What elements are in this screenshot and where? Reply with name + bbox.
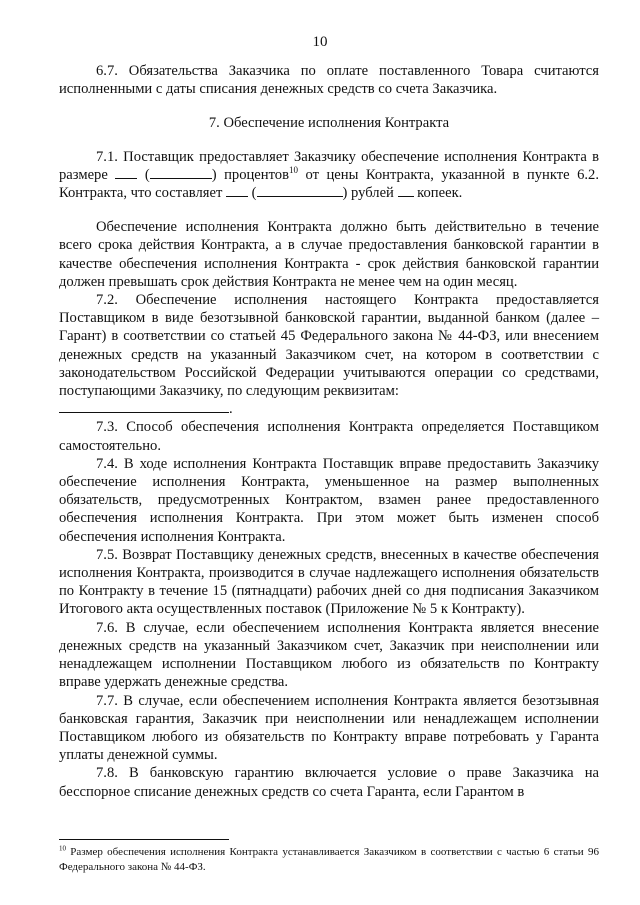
clause-7-7: 7.7. В случае, если обеспечением исполнения Контракта является безотзывная банковская гарантия, Заказчик при неисполнении или ненадлежащем исполнении Поставщиком любого из обязательств по Контракту вправе потребовать у Гаранта уплаты денежной суммы. bbox=[59, 692, 599, 764]
clause-7-6: 7.6. В случае, если обеспечением исполнения Контракта является внесение денежных средств на указанный Заказчиком счет, Заказчик при неисполнении или ненадлежащем исполнении Поставщиком любого из обязательств по Контракту вправе удержать денежные средства. bbox=[59, 619, 599, 691]
footnote bbox=[59, 845, 599, 875]
clause-7-4: 7.4. В ходе исполнения Контракта Поставщик вправе предоставить Заказчику обеспечение исполнения Контракта, уменьшенное на размер выполненных обязательств, предусмотренных Контрактом, взамен ранее предоставленного обеспечения исполнения Контракта. При этом может быть изменен способ обеспечения исполнения Контракта. bbox=[59, 455, 599, 545]
clause-7-1-text-d: от цены Контракта, указанной в пункте 6.2. Контракта, что составляет bbox=[59, 166, 600, 202]
clause-7-1-text-e: ( bbox=[248, 185, 257, 202]
blank-amount-words bbox=[257, 184, 343, 197]
requisites-period: . bbox=[229, 401, 233, 418]
footnote-text: Размер обеспечения исполнения Контракта устанавливается Заказчиком в соответствии с частью 6 статьи 96 Федерального закона № 44-ФЗ. bbox=[59, 846, 599, 873]
blank-requisites bbox=[59, 400, 229, 413]
clause-6-7: 6.7. Обязательства Заказчика по оплате поставленного Товара считаются исполненными с даты списания денежных средств со счета Заказчика. bbox=[59, 63, 599, 98]
footnote-ref: 10 bbox=[288, 164, 298, 175]
blank-kopecks bbox=[398, 184, 414, 197]
clause-7-1-text-a: 7.1. Поставщик предоставляет Заказчику обеспечение исполнения Контракта в размере bbox=[59, 148, 599, 183]
document-body bbox=[59, 62, 599, 801]
clause-7-2-requisites-line bbox=[59, 400, 599, 418]
clause-7-2: 7.2. Обеспечение исполнения настоящего Контракта предоставляется Поставщиком в виде безотзывной банковской гарантии, выданной банком (далее – Гарант) в соответствии со статьей 45 Федерального закона № 44-ФЗ, или внесением денежных средств на указанный Заказчиком счет, на котором в соответствии с законодательством Российской Федерации учитываются операции со средствами, поступающими Заказчику, по следующим реквизитам: bbox=[59, 292, 599, 400]
clause-7-1-text-b: ( bbox=[137, 166, 150, 183]
footnote-number: 10 bbox=[59, 844, 66, 853]
clause-7-1-text-c: ) процентов bbox=[211, 166, 289, 183]
clause-7-8: 7.8. В банковскую гарантию включается условие о праве Заказчика на бесспорное списание денежных средств со счета Гаранта, если Гарантом в bbox=[59, 765, 599, 800]
clause-7-1-validity: Обеспечение исполнения Контракта должно быть действительно в течение всего срока действия Контракта, а в случае предоставления банковской гарантии в качестве обеспечения исполнения Контракта - срок действия банковской гарантии должен превышать срок действия Контракта не менее чем на один месяц. bbox=[59, 219, 599, 290]
page-number: 10 bbox=[312, 34, 328, 50]
blank-percent-words bbox=[150, 166, 212, 179]
clause-7-1 bbox=[59, 148, 599, 203]
blank-amount-figure bbox=[226, 184, 248, 197]
clause-7-1-text-f: ) рублей bbox=[342, 185, 398, 202]
clause-7-5: 7.5. Возврат Поставщику денежных средств, внесенных в качестве обеспечения исполнения Контракта, производится в случае надлежащего исполнения обязательств по Контракту в течение 15 (пятнадцати) рабочих дней со дня подписания Заказчиком Итогового акта осуществленных поставок (Приложение № 5 к Контракту). bbox=[59, 546, 599, 618]
clause-7-1-text-g: копеек. bbox=[413, 185, 463, 202]
clause-7-3: 7.3. Способ обеспечения исполнения Контракта определяется Поставщиком самостоятельно. bbox=[59, 419, 599, 454]
blank-percent-figure bbox=[115, 166, 137, 179]
section-title: 7. Обеспечение исполнения Контракта bbox=[208, 115, 450, 132]
footnote-divider bbox=[59, 839, 229, 840]
